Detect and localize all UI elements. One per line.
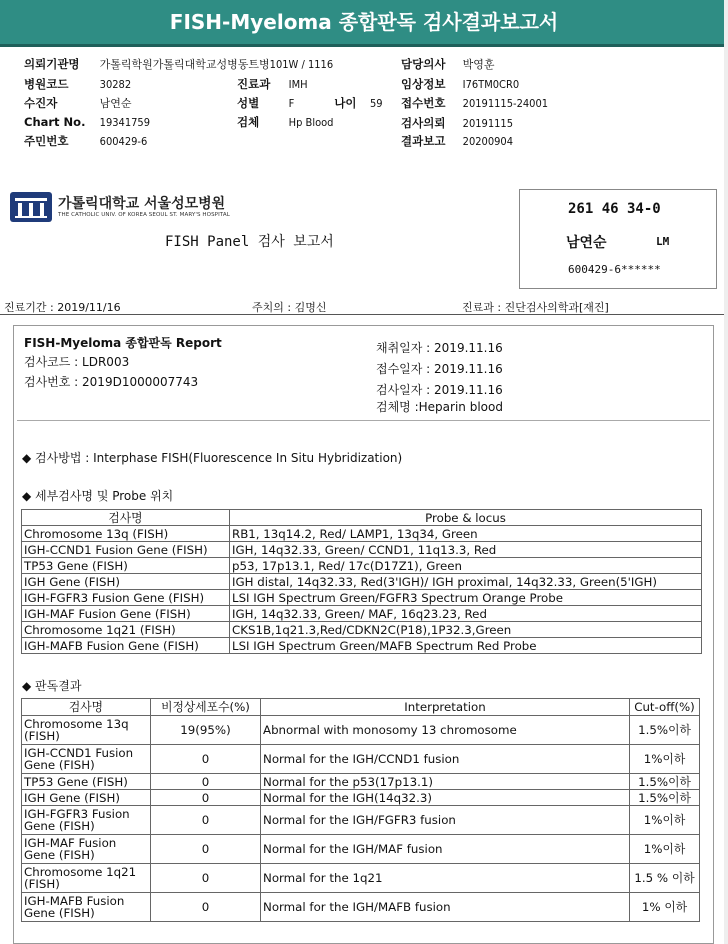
- age-value: 59: [369, 97, 383, 110]
- table-row: [22, 835, 700, 864]
- probe-locus-cell: LSI IGH Spectrum Green/FGFR3 Spectrum Orange Probe: [230, 590, 702, 606]
- request-date-row: [401, 115, 513, 131]
- test-name-cell: IGH-MAFB Fusion Gene (FISH): [22, 638, 230, 654]
- abnormal-count-cell: 0: [151, 806, 261, 835]
- hospital-code-row: [24, 76, 131, 92]
- column-header: Interpretation: [261, 699, 630, 716]
- interpretation-cell: Normal for the IGH(14q32.3): [261, 790, 630, 806]
- ssn-label: 주민번호: [24, 134, 69, 148]
- interpretation-cell: Normal for the IGH/MAF fusion: [261, 835, 630, 864]
- interpretation-cell: Normal for the IGH/MAFB fusion: [261, 893, 630, 922]
- table-row: [22, 574, 702, 590]
- table-row: [22, 638, 702, 654]
- table-row: [22, 716, 700, 745]
- probe-section-heading: ◆ 세부검사명 및 Probe 위치: [22, 489, 174, 503]
- patient-box-id: 261 46 34-0: [568, 201, 661, 217]
- test-code: 검사코드 : LDR003: [24, 355, 130, 369]
- column-header: 비정상세포수(%): [151, 699, 261, 716]
- hospital-code-label: 병원코드: [24, 77, 69, 91]
- table-row: [22, 745, 700, 774]
- report-date-value: 20200904: [462, 135, 514, 148]
- hospital-english-name: THE CATHOLIC UNIV. OF KOREA SEOUL ST. MARY'S HOSPITAL: [58, 212, 230, 218]
- test-name-cell: TP53 Gene (FISH): [22, 774, 151, 790]
- interpretation-cell: Normal for the IGH/CCND1 fusion: [261, 745, 630, 774]
- sex-row: [237, 95, 383, 111]
- test-name-cell: IGH Gene (FISH): [22, 790, 151, 806]
- specimen-name: 검체명 :Heparin blood: [376, 400, 503, 414]
- test-name-cell: IGH Gene (FISH): [22, 574, 230, 590]
- institution-value: 가톨릭학원가톨릭대학교성병동트병101W / 1116: [99, 58, 334, 71]
- column-header: 검사명: [22, 510, 230, 526]
- cutoff-cell: 1%이하: [630, 835, 700, 864]
- test-name-cell: IGH-CCND1 Fusion Gene (FISH): [22, 745, 151, 774]
- abnormal-count-cell: 0: [151, 893, 261, 922]
- probe-locus-cell: LSI IGH Spectrum Green/MAFB Spectrum Red Probe: [230, 638, 702, 654]
- collected-date: 채취일자 : 2019.11.16: [376, 341, 503, 355]
- interpretation-cell: Normal for the 1q21: [261, 864, 630, 893]
- cutoff-cell: 1% 이하: [630, 893, 700, 922]
- clinical-info-label: 임상정보: [401, 77, 446, 91]
- patient-value: 남연순: [99, 97, 132, 110]
- dept-value: IMH: [288, 78, 308, 91]
- report-title: FISH Panel 검사 보고서: [165, 234, 334, 250]
- tested-date: 검사일자 : 2019.11.16: [376, 383, 503, 397]
- chart-no-label: Chart No.: [24, 115, 86, 129]
- cutoff-cell: 1%이하: [630, 806, 700, 835]
- divider: [17, 420, 710, 421]
- age-label: 나이: [334, 96, 357, 110]
- table-row: [22, 526, 702, 542]
- table-row: [22, 790, 700, 806]
- hospital-name: 가톨릭대학교 서울성모병원: [58, 196, 226, 212]
- patient-row: [24, 95, 132, 111]
- specimen-value: Hp Blood: [288, 116, 334, 129]
- interpretation-cell: Abnormal with monosomy 13 chromosome: [261, 716, 630, 745]
- specimen-label: 검체: [237, 115, 260, 129]
- probe-locus-cell: p53, 17p13.1, Red/ 17c(D17Z1), Green: [230, 558, 702, 574]
- hospital-logo-icon: [10, 192, 52, 222]
- test-name-cell: IGH-MAFB Fusion Gene (FISH): [22, 893, 151, 922]
- scrollbar-track[interactable]: [724, 0, 728, 944]
- probe-locus-cell: IGH, 14q32.33, Green/ MAF, 16q23.23, Red: [230, 606, 702, 622]
- visit-department: 진료과 : 진단검사의학과[재진]: [462, 301, 609, 314]
- patient-label-box: [519, 189, 717, 289]
- probe-locus-cell: IGH distal, 14q32.33, Red(3'IGH)/ IGH proximal, 14q32.33, Green(5'IGH): [230, 574, 702, 590]
- clinical-info-value: I76TM0CR0: [462, 78, 520, 91]
- abnormal-count-cell: 0: [151, 864, 261, 893]
- table-row: [22, 893, 700, 922]
- request-date-value: 20191115: [462, 117, 514, 130]
- patient-box-name: 남연순: [566, 235, 607, 251]
- table-row: [22, 558, 702, 574]
- column-header: Cut-off(%): [630, 699, 700, 716]
- report-name: FISH-Myeloma 종합판독 Report: [24, 336, 222, 350]
- receipt-no-label: 접수번호: [401, 96, 446, 110]
- result-table: [21, 698, 700, 922]
- chart-no-row: [24, 115, 150, 129]
- table-row: [22, 806, 700, 835]
- dept-row: [237, 76, 308, 92]
- probe-locus-cell: CKS1B,1q21.3,Red/CDKN2C(P18),1P32.3,Green: [230, 622, 702, 638]
- specimen-row: [237, 114, 333, 130]
- sex-value: F: [288, 97, 295, 110]
- abnormal-count-cell: 0: [151, 745, 261, 774]
- table-row: [22, 774, 700, 790]
- institution-row: [24, 56, 333, 72]
- method-line: ◆ 검사방법 : Interphase FISH(Fluorescence In Situ Hybridization): [22, 451, 403, 465]
- abnormal-count-cell: 19(95%): [151, 716, 261, 745]
- report-date-row: [401, 133, 513, 149]
- table-row: [22, 542, 702, 558]
- test-name-cell: Chromosome 1q21 (FISH): [22, 622, 230, 638]
- hospital-code-value: 30282: [99, 78, 132, 91]
- cutoff-cell: 1.5 % 이하: [630, 864, 700, 893]
- sex-label: 성별: [237, 96, 260, 110]
- test-name-cell: IGH-MAF Fusion Gene (FISH): [22, 606, 230, 622]
- patient-label: 수진자: [24, 96, 58, 110]
- chart-no-value: 19341759: [99, 116, 151, 129]
- cutoff-cell: 1.5%이하: [630, 716, 700, 745]
- visit-period: 진료기간 : 2019/11/16: [4, 301, 121, 314]
- document-title: FISH-Myeloma 종합판독 검사결과보고서: [0, 0, 728, 47]
- test-name-cell: Chromosome 1q21 (FISH): [22, 864, 151, 893]
- cutoff-cell: 1.5%이하: [630, 774, 700, 790]
- interpretation-cell: Normal for the p53(17p13.1): [261, 774, 630, 790]
- table-header-row: [22, 699, 700, 716]
- institution-label: 의뢰기관명: [24, 57, 80, 71]
- table-row: [22, 622, 702, 638]
- cutoff-cell: 1.5%이하: [630, 790, 700, 806]
- test-name-cell: IGH-FGFR3 Fusion Gene (FISH): [22, 590, 230, 606]
- test-name-cell: Chromosome 13q (FISH): [22, 716, 151, 745]
- clinical-info-row: [401, 76, 519, 92]
- test-name-cell: IGH-CCND1 Fusion Gene (FISH): [22, 542, 230, 558]
- test-name-cell: IGH-FGFR3 Fusion Gene (FISH): [22, 806, 151, 835]
- ssn-value: 600429-6: [99, 135, 148, 148]
- ssn-row: [24, 133, 147, 149]
- patient-box-ssn: 600429-6******: [568, 263, 661, 276]
- received-date: 접수일자 : 2019.11.16: [376, 362, 503, 376]
- test-number: 검사번호 : 2019D1000007743: [24, 375, 199, 389]
- interpretation-cell: Normal for the IGH/FGFR3 fusion: [261, 806, 630, 835]
- report-date-label: 결과보고: [401, 134, 446, 148]
- cutoff-cell: 1%이하: [630, 745, 700, 774]
- test-name-cell: Chromosome 13q (FISH): [22, 526, 230, 542]
- doctor-value: 박영훈: [462, 58, 495, 71]
- table-row: [22, 864, 700, 893]
- receipt-no-value: 20191115-24001: [462, 97, 549, 110]
- probe-locus-cell: IGH, 14q32.33, Green/ CCND1, 11q13.3, Red: [230, 542, 702, 558]
- column-header: 검사명: [22, 699, 151, 716]
- test-name-cell: TP53 Gene (FISH): [22, 558, 230, 574]
- patient-box-sex-tag: LM: [656, 235, 670, 248]
- table-row: [22, 590, 702, 606]
- abnormal-count-cell: 0: [151, 774, 261, 790]
- divider: [0, 314, 728, 315]
- probe-locus-cell: RB1, 13q14.2, Red/ LAMP1, 13q34, Green: [230, 526, 702, 542]
- probe-table: [21, 509, 702, 654]
- abnormal-count-cell: 0: [151, 835, 261, 864]
- table-row: [22, 606, 702, 622]
- abnormal-count-cell: 0: [151, 790, 261, 806]
- receipt-no-row: [401, 95, 548, 111]
- request-date-label: 검사의뢰: [401, 116, 446, 130]
- dept-label: 진료과: [237, 77, 271, 91]
- doctor-label: 담당의사: [401, 57, 446, 71]
- column-header: Probe & locus: [230, 510, 702, 526]
- test-name-cell: IGH-MAF Fusion Gene (FISH): [22, 835, 151, 864]
- result-section-heading: ◆ 판독결과: [22, 679, 82, 693]
- doctor-row: [401, 56, 495, 72]
- table-header-row: [22, 510, 702, 526]
- attending-physician: 주치의 : 김명신: [252, 301, 327, 314]
